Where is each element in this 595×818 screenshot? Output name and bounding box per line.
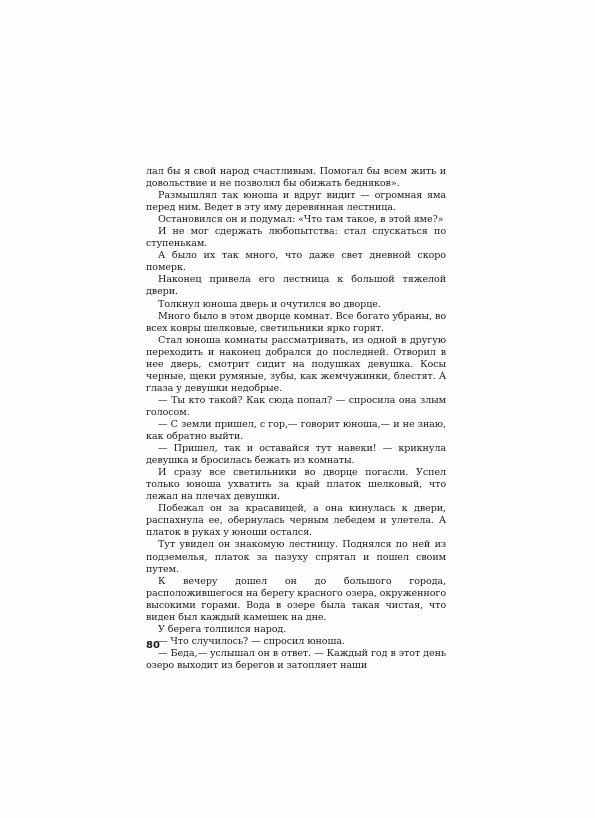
paragraph: Тут увидел он знакомую лестницу. Поднялся по ней из подземелья, платок за пазуху спрятал и пошел своим путем.	[146, 539, 446, 575]
paragraph: — Беда,— услышал он в ответ. — Каждый год в этот день озеро выходит из берегов и затопляет наши	[146, 647, 446, 671]
paragraph: — Ты кто такой? Как сюда попал? — спросила она злым голосом.	[146, 394, 446, 418]
paragraph: Побежал он за красавицей, а она кинулась к двери, распахнула ее, обернулась черным лебедем и улетела. А платок в руках у юноши остался.	[146, 503, 446, 539]
paragraph: — С земли пришел, с гор,— говорит юноша,— и не знаю, как обратно выйти.	[146, 418, 446, 443]
paragraph: Остановился он и подумал: «Что там такое, в этой яме?»	[158, 214, 444, 226]
paragraph: И сразу все светильники во дворце погасли. Успел только юноша ухватить за край платок шелковый, что лежал на плечах девушки.	[146, 467, 446, 503]
paragraph: К вечеру дошел он до большого города, расположившегося на берегу красного озера, окруженного высокими горами. Вода в озере была такая чистая, что виден был каждый камешек на дне.	[146, 575, 446, 623]
page-number: 80	[146, 640, 160, 651]
paragraph: — Что случилось? — спросил юноша.	[158, 635, 345, 647]
paragraph: — Пришел, так и оставайся тут навеки! — крикнула девушка и бросилась бежать из комнаты.	[146, 443, 446, 467]
paragraph: И не мог сдержать любопытства: стал спускаться по ступенькам.	[146, 226, 446, 250]
paragraph: Размышлял так юноша и вдруг видит — огромная яма перед ним. Ведет в эту яму деревянная лестница.	[146, 190, 446, 214]
paragraph: лал бы я свой народ счастливым. Помогал бы всем жить и довольствие и не позволял бы обижать бедняков».	[146, 166, 446, 190]
paragraph: Стал юноша комнаты рассматривать, из одной в другую переходить и наконец добрался до последней. Отворил в нее дверь, смотрит сидит на подушках девушка. Косы черные, щеки румяные, зубы, как жемчужинки, блестят. А глаза у девушки недобрые.	[146, 334, 446, 394]
paragraph: А было их так много, что даже свет дневной скоро померк.	[146, 250, 446, 274]
paragraph: У берега толпился народ.	[158, 623, 287, 635]
paragraph: Много было в этом дворце комнат. Все богато убраны, во всех ковры шелковые, светильники ярко горят.	[146, 310, 446, 334]
body-text	[146, 166, 446, 672]
paragraph: Наконец привела его лестница к большой тяжелой двери.	[146, 274, 446, 298]
paragraph: Толкнул юноша дверь и очутился во дворце.	[158, 298, 381, 310]
